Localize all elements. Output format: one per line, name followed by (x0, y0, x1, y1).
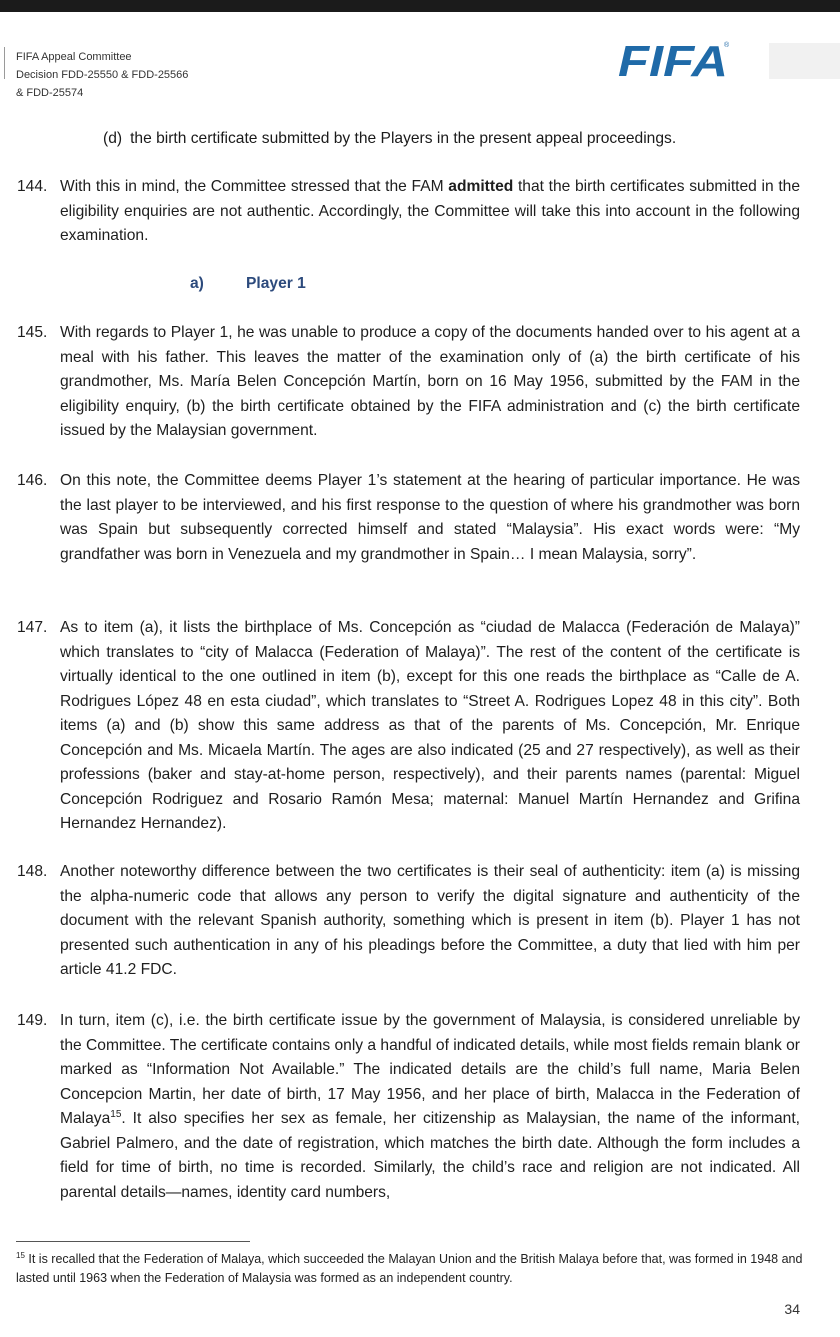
paragraph-145: 145. With regards to Player 1, he was unable to produce a copy of the documents handed over to his agent at a meal with his father. This leaves the matter of the examination only of (a) the birth certificate of his grandmother, Ms. María Belen Concepción Martín, born on 16 May 1956, submitted by the FAM in the eligibility enquiry, (b) the birth certificate obtained by the FIFA administration and (c) the birth certificate issued by the Malaysian government. (60, 321, 800, 444)
footnote-reference[interactable]: 15 (110, 1108, 122, 1120)
emphasis-admitted: admitted (448, 178, 514, 195)
paragraph-144: 144. With this in mind, the Committee stressed that the FAM admitted that the birth certificates submitted in the eligibility enquiries are not authentic. Accordingly, the Committee will take this into account in the following examination. (60, 175, 800, 249)
paragraph-147: 147. As to item (a), it lists the birthplace of Ms. Concepción as “ciudad de Malacca (Federación de Malaya)” which translates to “city of Malacca (Federation of Malaya)”. The rest of the content of the certificate is virtually identical to the one outlined in item (b), except for this one reads the birthplace as “Calle de A. Rodrigues López 48 en esta ciudad”, which translates to “Street A. Rodrigues Lopez 48 in this city”. Both items (a) and (b) show this same address as that of the parents of Ms. Concepción, Mr. Enrique Concepción and Ms. Micaela Martín. The ages are also indicated (25 and 27 respectively), as well as their professions (baker and stay-at-home person, respectively), and their parents names (parental: Miguel Concepción Rodriguez and Rosario Ramón Mesa; maternal: Manuel Martín Hernandez and Grifina Hernandez Hernandez). (60, 616, 800, 837)
section-label: a) (190, 275, 204, 292)
header-decision-cont: & FDD-25574 (16, 87, 84, 99)
header-committee: FIFA Appeal Committee (16, 51, 132, 63)
paragraph-number: 149. (17, 1012, 48, 1029)
list-item-label: (d) (103, 130, 123, 147)
paragraph-148: 148. Another noteworthy difference between the two certificates is their seal of authenticity: item (a) is missing the alpha-numeric code that allows any person to verify the digital signature and authenticity of the document with the relevant Spanish authority, something which is present in item (b). Player 1 has not presented such authentication in any of his pleadings before the Committee, a duty that lied with him per article 41.2 FDC. (60, 860, 800, 983)
top-bar (0, 0, 840, 12)
paragraph-number: 146. (17, 472, 48, 489)
section-title: Player 1 (246, 275, 306, 292)
fifa-logo-text: FIFA (618, 37, 728, 85)
list-item-text: the birth certificate submitted by the Players in the present appeal proceedings. (130, 130, 677, 147)
paragraph-number: 148. (17, 863, 48, 880)
paragraph-number: 147. (17, 619, 48, 636)
paragraph-number: 145. (17, 324, 48, 341)
header-decision: Decision FDD-25550 & FDD-25566 (16, 69, 189, 81)
page-number: 34 (784, 1301, 800, 1317)
paragraph-146: 146. On this note, the Committee deems Player 1’s statement at the hearing of particular importance. He was the last player to be interviewed, and his first response to the question of where his grandmother was born was Spain but subsequently corrected himself and stated “Malaysia”. His exact words were: “My grandfather was born in Venezuela and my grandmother in Spain… I mean Malaysia, sorry”. (60, 469, 800, 567)
fifa-logo (616, 30, 736, 85)
header-rule (4, 47, 5, 79)
footnote-15 (16, 1250, 806, 1288)
paragraph-number: 144. (17, 178, 48, 195)
footnote-mark: 15 (16, 1250, 25, 1260)
document-header (16, 48, 188, 102)
list-item-d (103, 127, 676, 152)
paragraph-149: 149. In turn, item (c), i.e. the birth certificate issue by the government of Malaysia, is considered unreliable by the Committee. The certificate contains only a handful of indicated details, while most fields remain blank or marked as “Information Not Available.” The indicated details are the child’s full name, Maria Belen Concepcion Martin, her date of birth, 17 May 1956, and her place of birth, Malacca in the Federation of Malaya$^{15}$. It also specifies her sex as female, her citizenship as Malaysian, the name of the informant, Gabriel Palmero, and the date of registration, which matches the birth date. Although the form includes a field for time of birth, no time is recorded. Similarly, the child’s race and religion are not indicated. All parental details—names, identity card numbers, (60, 1009, 800, 1205)
footnote-text: It is recalled that the Federation of Malaya, which succeeded the Malayan Union and the British Malaya before that, was formed in 1948 and lasted until 1963 when the Federation of Malaysia was formed as an independent country. (16, 1252, 803, 1285)
footnote-divider (16, 1241, 250, 1242)
header-gray-box (769, 43, 840, 79)
svg-text:®: ® (724, 42, 730, 49)
